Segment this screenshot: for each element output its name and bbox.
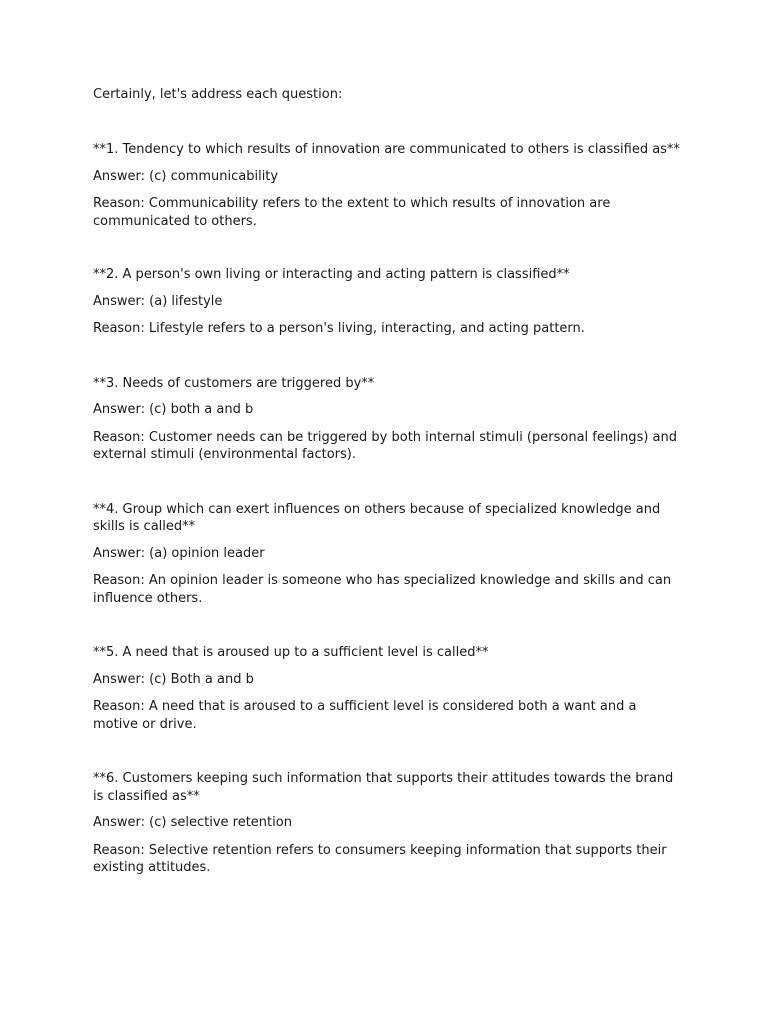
answer-text: Answer: (c) communicability — [93, 168, 279, 184]
intro-text: Certainly, let's address each question: — [93, 87, 343, 102]
question-text: **4. Group which can exert influences on others because of specialized knowledge and skills is called** — [93, 501, 661, 534]
question-text: **5. A need that is aroused up to a sufficient level is called** — [93, 645, 489, 660]
reason-text: Reason: Customer needs can be triggered by both internal stimuli (personal feelings) and external stimuli (environmental factors). — [93, 429, 677, 462]
reason-text: Reason: Selective retention refers to consumers keeping information that supports their existing attitudes. — [93, 842, 667, 875]
question-text: **2. A person's own living or interacting and acting pattern is classified** — [93, 267, 570, 282]
reason-text: Reason: A need that is aroused to a sufficient level is considered both a want and a motive or drive. — [93, 699, 637, 732]
answer-text: Answer: (c) Both a and b — [93, 671, 254, 687]
answer-text: Answer: (c) selective retention — [93, 815, 292, 830]
document-page — [93, 86, 683, 877]
qa-item-6 — [93, 770, 683, 877]
question-text: **1. Tendency to which results of innovation are communicated to others is classified as** — [93, 142, 680, 157]
reason-text: Reason: Communicability refers to the extent to which results of innovation are communicated to others. — [93, 196, 611, 229]
question-text: **6. Customers keeping such information that supports their attitudes towards the brand is classified as** — [93, 771, 674, 804]
qa-item-5 — [93, 644, 683, 733]
qa-item-4 — [93, 501, 683, 608]
qa-item-1 — [93, 141, 683, 230]
reason-text: Reason: Lifestyle refers to a person's living, interacting, and acting pattern. — [93, 321, 585, 336]
answer-text: Answer: (c) both a and b — [93, 402, 254, 417]
answer-text: Answer: (a) lifestyle — [93, 293, 223, 309]
answer-text: Answer: (a) opinion leader — [93, 545, 265, 561]
qa-item-2 — [93, 266, 683, 338]
question-text: **3. Needs of customers are triggered by** — [93, 375, 375, 391]
qa-item-3 — [93, 375, 683, 464]
reason-text: Reason: An opinion leader is someone who has specialized knowledge and skills and can influence others. — [93, 573, 672, 606]
